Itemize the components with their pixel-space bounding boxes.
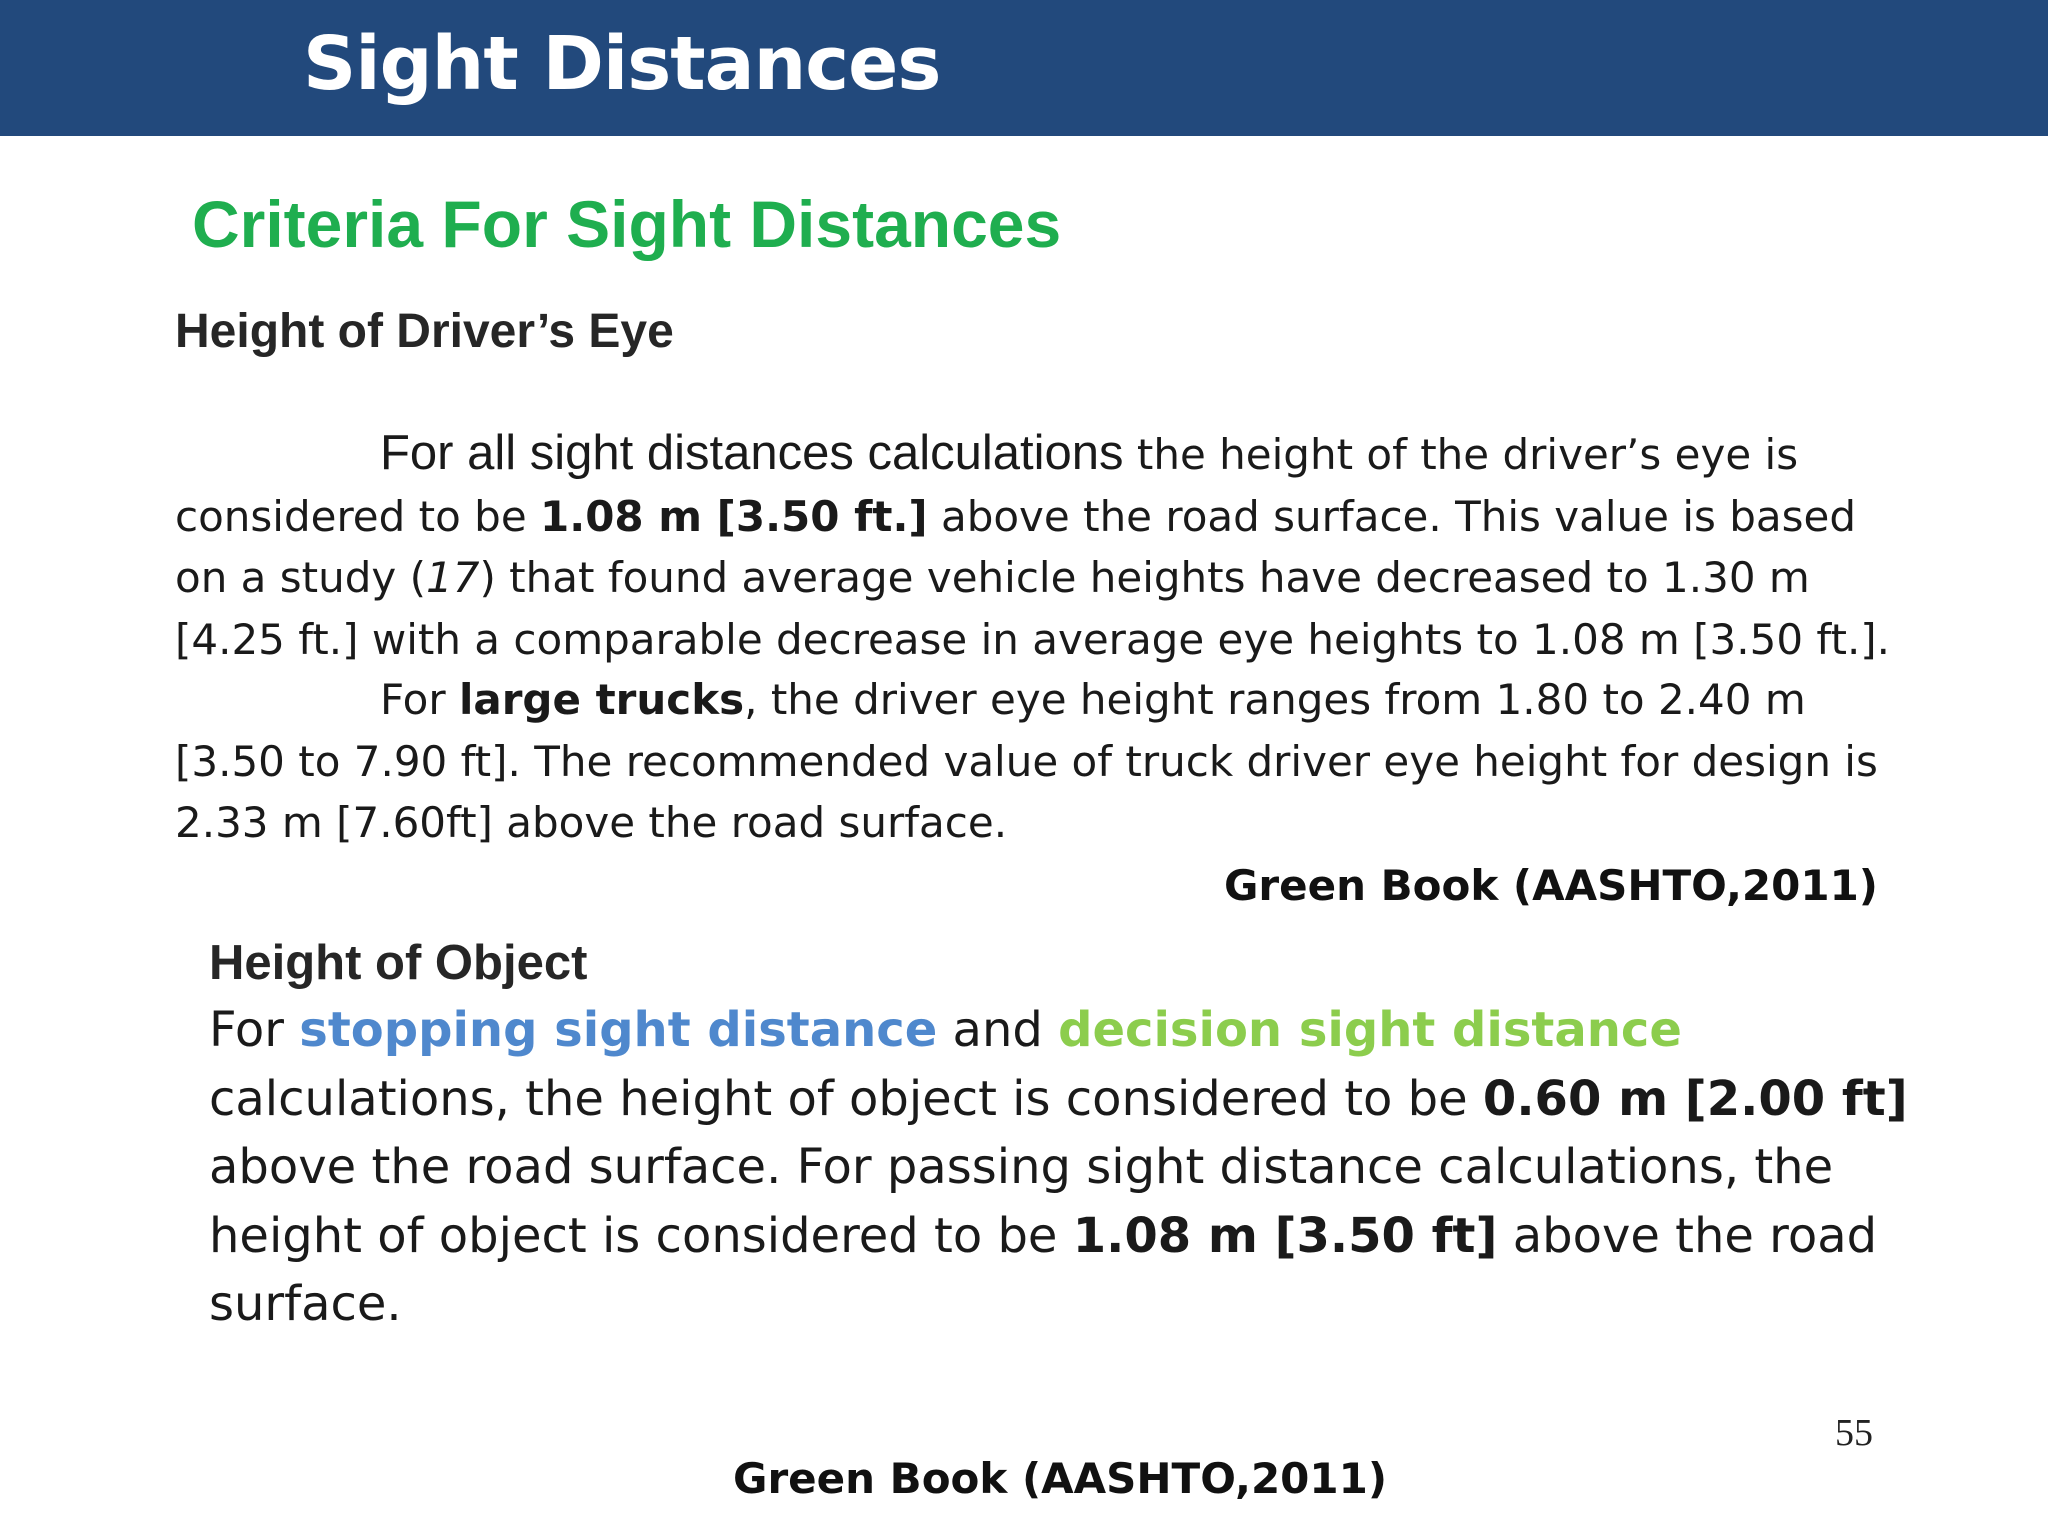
slide-subtitle: Criteria For Sight Distances bbox=[192, 187, 1062, 261]
page-number: 55 bbox=[1835, 1412, 1873, 1454]
paragraph-text: and bbox=[937, 1002, 1059, 1058]
large-trucks-term: large trucks bbox=[458, 675, 745, 724]
citation-object: Green Book (AASHTO,2011) bbox=[733, 1454, 1388, 1503]
driver-eye-heading: Height of Driver’s Eye bbox=[175, 305, 674, 358]
object-heading: Height of Object bbox=[209, 936, 588, 990]
paragraph-text: ) that found average vehicle heights have decreased to 1.30 m [4.25 ft.] with a comparable decrease in average eye heights to 1.08 m [3.50 ft.]. bbox=[175, 553, 1891, 664]
large-trucks-paragraph bbox=[175, 669, 1900, 854]
stopping-sight-distance-term: stopping sight distance bbox=[299, 1002, 938, 1058]
paragraph-text: above the road surface. This value is based on a study ( bbox=[175, 491, 1857, 602]
paragraph-text: calculations, the height of object is considered to be bbox=[209, 1070, 1483, 1127]
object-height-value: 0.60 m [2.00 ft] bbox=[1482, 1070, 1908, 1127]
reference-number: 17 bbox=[425, 553, 480, 602]
passing-object-height-value: 1.08 m [3.50 ft] bbox=[1072, 1207, 1498, 1264]
object-paragraph bbox=[209, 996, 1909, 1339]
citation-driver-eye: Green Book (AASHTO,2011) bbox=[1223, 861, 1878, 910]
paragraph-text: above the road surface. For passing sight distance calculations, the height of object is considered to be bbox=[209, 1139, 1834, 1264]
paragraph-text: above the road surface. bbox=[209, 1207, 1878, 1332]
title-banner bbox=[0, 0, 2048, 136]
paragraph-text: For bbox=[209, 1002, 300, 1058]
paragraph-text: the height of the driver’s eye is considered to be bbox=[175, 430, 1799, 541]
paragraph-text: For bbox=[380, 675, 459, 724]
paragraph-lead: For all sight distances calculations bbox=[380, 426, 1124, 480]
slide-title: Sight Distances bbox=[303, 21, 941, 107]
decision-sight-distance-term: decision sight distance bbox=[1058, 1002, 1682, 1058]
eye-height-value: 1.08 m [3.50 ft.] bbox=[540, 491, 928, 541]
paragraph-text: , the driver eye height ranges from 1.80 to 2.40 m [3.50 to 7.90 ft]. The recommended value of truck driver eye height for design is 2.33 m [7.60ft] above the road surface. bbox=[175, 675, 1878, 847]
driver-eye-paragraph bbox=[175, 423, 1900, 670]
